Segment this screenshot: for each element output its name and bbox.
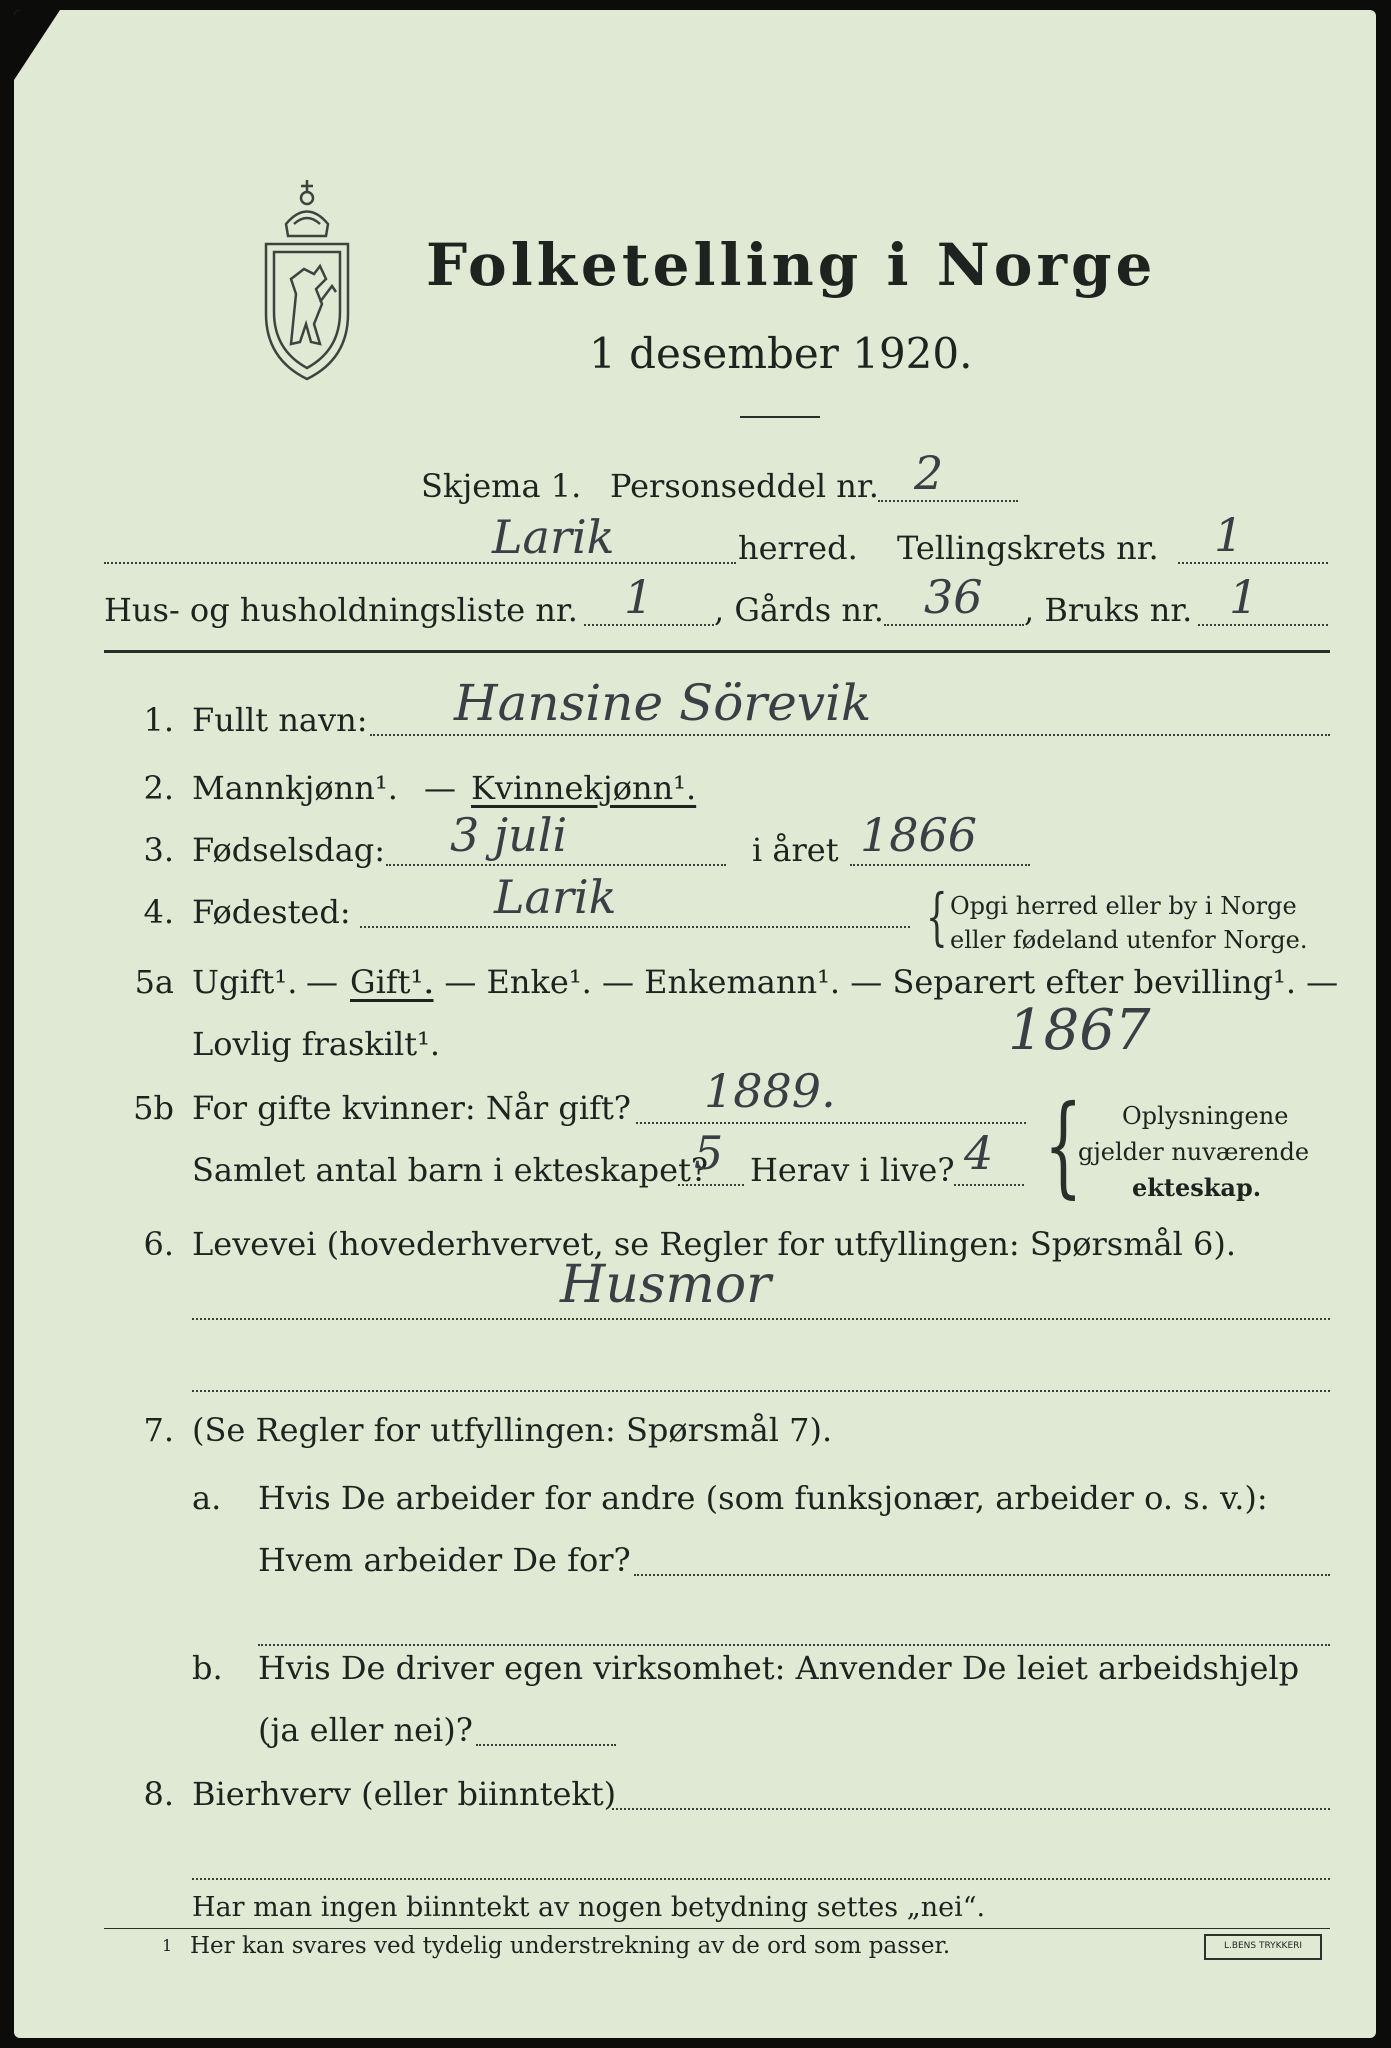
q6-number: 6. xyxy=(143,1225,174,1263)
personseddel-label: Personseddel nr. xyxy=(610,467,879,505)
census-form-page xyxy=(14,10,1376,2038)
gards-value: 36 xyxy=(924,570,983,624)
q7b-answer-line xyxy=(476,1744,616,1746)
q7a-line-1: Hvis De arbeider for andre (som funksjonær, arbeider o. s. v.): xyxy=(258,1479,1268,1517)
q3-number: 3. xyxy=(143,831,174,869)
hus-label: Hus- og husholdningsliste nr. xyxy=(104,591,578,629)
form-date: 1 desember 1920. xyxy=(589,329,973,378)
q7a-answer-line-2 xyxy=(258,1644,1330,1646)
q3-year-label: i året xyxy=(752,831,839,869)
footnote-divider xyxy=(104,1928,1330,1929)
printer-stamp xyxy=(1204,1934,1322,1960)
q4-number: 4. xyxy=(143,893,174,931)
q5a-dash: — xyxy=(306,963,338,1001)
q2-separator: — xyxy=(424,769,456,807)
bruks-line xyxy=(1198,624,1328,626)
hus-line xyxy=(584,624,714,626)
hus-value: 1 xyxy=(624,570,654,624)
q2-number: 2. xyxy=(143,769,174,807)
q6-line-2 xyxy=(192,1390,1330,1392)
q4-note-1: Opgi herred eller by i Norge xyxy=(950,892,1297,920)
q5b-label: For gifte kvinner: Når gift? xyxy=(192,1089,631,1127)
header-rule xyxy=(104,650,1330,653)
q7a-line-2: Hvem arbeider De for? xyxy=(258,1541,631,1579)
herred-label: herred. xyxy=(738,529,858,567)
q6-value: Husmor xyxy=(560,1255,771,1315)
q5b-alive-label: Herav i live? xyxy=(750,1151,955,1189)
q3-day-line xyxy=(386,864,726,866)
q5a-gift: Gift¹. xyxy=(350,963,434,1001)
q4-label: Fødested: xyxy=(192,893,351,931)
q5b-children-line xyxy=(678,1184,744,1186)
q7a-answer-line-1 xyxy=(634,1574,1330,1576)
q3-day-value: 3 juli xyxy=(450,808,568,862)
gards-label: , Gårds nr. xyxy=(714,591,884,629)
q4-note-2: eller fødeland utenfor Norge. xyxy=(950,926,1308,954)
personseddel-line xyxy=(878,500,1018,502)
gards-line xyxy=(884,624,1024,626)
q4-brace: { xyxy=(926,880,948,953)
q3-label: Fødselsdag: xyxy=(192,831,386,869)
q1-value: Hansine Sörevik xyxy=(454,674,872,732)
q4-line xyxy=(360,926,910,928)
q7b-line-2: (ja eller nei)? xyxy=(258,1711,473,1749)
form-title: Folketelling i Norge xyxy=(426,231,1157,299)
q8-label: Bierhverv (eller biinntekt) xyxy=(192,1775,617,1813)
q3-year-line xyxy=(850,864,1030,866)
footnote-mark: 1 xyxy=(162,1936,173,1955)
q5a-rest: . — Enke¹. — Enkemann¹. — Separert efter bevilling¹. — xyxy=(424,963,1339,1001)
title-divider xyxy=(740,416,820,418)
q5b-note-3: ekteskap. xyxy=(1132,1173,1262,1202)
q5b-brace: { xyxy=(1044,1081,1083,1209)
q5b-alive-value: 4 xyxy=(964,1126,994,1180)
tellingskrets-line xyxy=(1178,562,1328,564)
q5a-annotation: 1867 xyxy=(1008,998,1151,1063)
q1-number: 1. xyxy=(143,701,174,739)
q5b-children-label: Samlet antal barn i ekteskapet? xyxy=(192,1151,709,1189)
bruks-label: , Bruks nr. xyxy=(1024,591,1193,629)
footer-note: Har man ingen biinntekt av nogen betydning settes „nei“. xyxy=(192,1892,986,1923)
tellingskrets-label: Tellingskrets nr. xyxy=(897,529,1159,567)
q6-line-1 xyxy=(192,1318,1330,1320)
folded-corner xyxy=(14,10,60,80)
bruks-value: 1 xyxy=(1229,570,1259,624)
q5b-note-1: Oplysningene xyxy=(1122,1102,1289,1130)
coat-of-arms-icon xyxy=(256,174,358,384)
q2-female: Kvinnekjønn¹. xyxy=(471,769,697,807)
q8-answer-line-1 xyxy=(612,1808,1330,1810)
q5b-married-line xyxy=(636,1122,1026,1124)
tellingskrets-value: 1 xyxy=(1214,508,1244,562)
personseddel-value: 2 xyxy=(914,446,944,500)
printer-stamp-text: L.BENS TRYKKERI xyxy=(1223,1941,1303,1951)
q7-number: 7. xyxy=(143,1411,174,1449)
q8-number: 8. xyxy=(143,1775,174,1813)
q7-label: (Se Regler for utfyllingen: Spørsmål 7). xyxy=(192,1411,833,1449)
q5b-alive-line xyxy=(954,1184,1024,1186)
q5a-ugift: Ugift¹. xyxy=(192,963,298,1001)
herred-value: Larik xyxy=(492,510,615,564)
q5a-line2: Lovlig fraskilt¹. xyxy=(192,1025,441,1063)
q1-line xyxy=(370,734,1330,736)
q6-label: Levevei (hovederhvervet, se Regler for utfyllingen: Spørsmål 6). xyxy=(192,1225,1237,1263)
q4-value: Larik xyxy=(494,870,617,924)
q3-year-value: 1866 xyxy=(860,808,978,862)
q2-male: Mannkjønn¹. xyxy=(192,769,398,807)
q5b-married-value: 1889. xyxy=(704,1064,836,1118)
q5b-children-value: 5 xyxy=(694,1126,724,1180)
q5a-number: 5a xyxy=(134,963,174,1001)
q8-answer-line-2 xyxy=(192,1878,1330,1880)
q1-label: Fullt navn: xyxy=(192,701,368,739)
q5b-note-2: gjelder nuværende xyxy=(1078,1138,1310,1166)
q5b-number: 5b xyxy=(133,1089,174,1127)
herred-line xyxy=(104,562,736,564)
footnote-text: Her kan svares ved tydelig understrekning av de ord som passer. xyxy=(190,1933,951,1959)
q7b-letter: b. xyxy=(192,1649,223,1687)
q7a-letter: a. xyxy=(192,1479,222,1517)
q7b-line-1: Hvis De driver egen virksomhet: Anvender De leiet arbeidshjelp xyxy=(258,1649,1300,1687)
skjema-label: Skjema 1. xyxy=(421,467,582,505)
